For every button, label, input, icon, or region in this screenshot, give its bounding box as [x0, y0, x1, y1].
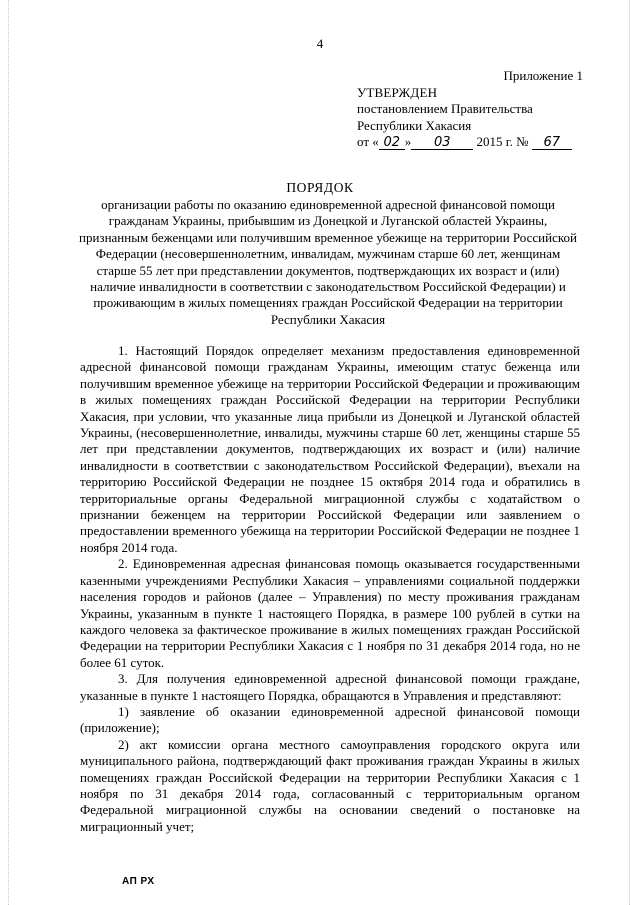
paragraph-2: 2. Единовременная адресная финансовая помощь оказывается государственными казенными учреждениями Республики Хакасия – управлениями социальной поддержки населения городов и районов (далее – Управления) по месту проживания гражданам Украины, указанным в пункте 1 настоящего Порядка, в размере 100 рублей в сутки на каждого человека за фактическое проживание в жилых помещениях граждан Российской Федерации на территории Республики Хакасия с 1 ноября по 31 декабря 2014 года, но не более 61 суток.	[80, 556, 580, 670]
left-margin-line	[8, 0, 9, 905]
appendix-label: Приложение 1	[503, 68, 583, 83]
right-margin-line	[629, 0, 630, 905]
page-number: 4	[316, 36, 324, 51]
approval-line-1: постановлением Правительства	[357, 101, 533, 116]
paragraph-3: 3. Для получения единовременной адресной финансовой помощи граждане, указанные в пункте 1 настоящего Порядка, обращаются в Управления и представляют:	[80, 671, 580, 703]
approval-date-line	[357, 134, 597, 151]
approved-heading: УТВЕРЖДЕН	[357, 84, 438, 100]
paragraph-1: 1. Настоящий Порядок определяет механизм предоставления единовременной адресной финансовой помощи гражданам Украины, имеющим статус беженца или получившим временное убежище на территории Российской Федерации и проживающим в жилых помещениях граждан Российской Федерации на территории Республики Хакасия, при условии, что указанные лица прибыли из Донецкой и Луганской областей Украины, (несовершеннолетние, инвалиды, мужчины старше 60 лет, женщины старше 55 лет при представлении документов, подтверждающих их возраст и (или) наличие инвалидности в соответствии с законодательством Российской Федерации), въехали на территорию Российской Федерации не позднее 15 октября 2014 года и обратились в территориальные органы Федеральной миграционной службы с ходатайством о признании беженцем на территории Российской Федерации или заявлением о предоставлении временного убежища на территории Российской Федерации не позднее 1 ноября 2014 года.	[80, 343, 580, 555]
handwritten-day: 02	[379, 136, 405, 150]
approval-block	[357, 68, 597, 151]
date-mid: »	[404, 134, 412, 149]
document-subtitle: организации работы по оказанию единовременной адресной финансовой помощи гражданам Украины, прибывшим из Донецкой и Луганской областей Украины, признанным беженцами или получившим временное убежище на территории Российской Федерации (несовершеннолетним, инвалидам, мужчинам старше 60 лет, женщинам старше 55 лет при представлении документов, подтверждающих их возраст и (или) наличие инвалидности в соответствии с законодательством Российской Федерации) и проживающим в жилых помещениях граждан Российской Федерации на территории Республики Хакасия	[79, 197, 577, 327]
paragraph-3-item-2: 2) акт комиссии органа местного самоуправления городского округа или муниципального района, подтверждающий факт проживания граждан Украины в жилых помещениях граждан Российской Федерации на территории Республики Хакасия с 1 ноября по 31 декабря 2014 года, согласованный с территориальным органом Федеральной миграционной службы на основании сведений о постановке на миграционный учет;	[80, 736, 580, 834]
handwritten-doc-number: 67	[532, 136, 572, 150]
handwritten-month: 03	[411, 136, 473, 150]
date-prefix: от «	[357, 134, 379, 149]
document-body	[80, 343, 580, 835]
document-title: ПОРЯДОК	[286, 180, 354, 195]
approval-line-2: Республики Хакасия	[357, 117, 472, 133]
paragraph-3-item-1: 1) заявление об оказании единовременной адресной финансовой помощи (приложение);	[80, 703, 580, 736]
date-year: 2015 г. №	[476, 134, 529, 149]
footer-code: АП РХ	[122, 876, 155, 887]
